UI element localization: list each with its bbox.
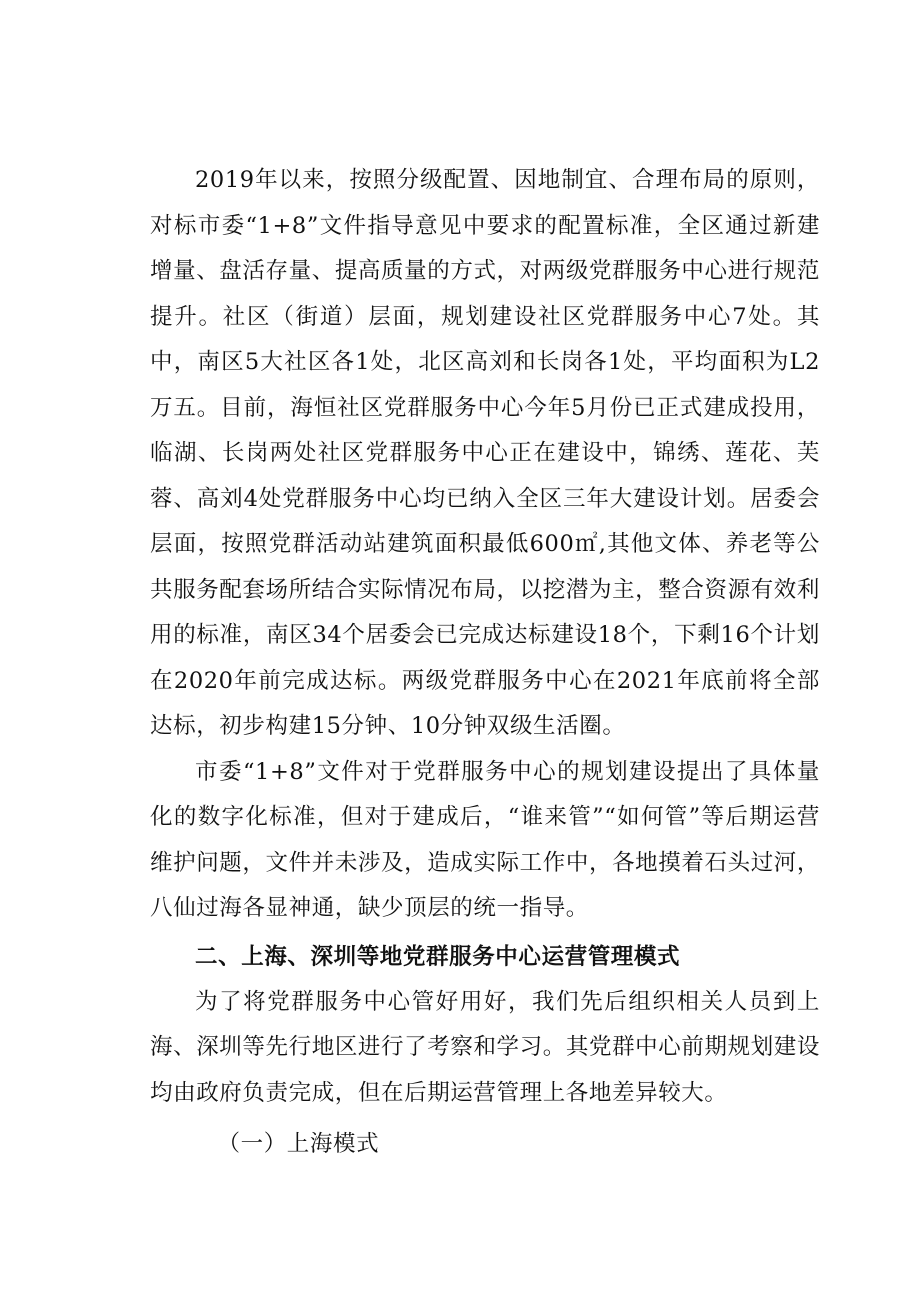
paragraph-operation-issues: 市委“1+8”文件对于党群服务中心的规划建设提出了具体量化的数字化标准，但对于建成后，“谁来管”“如何管”等后期运营维护问题，文件并未涉及，造成实际工作中，各地摸着石头过河，八仙过海各显神通，缺少顶层的统一指导。 <box>150 758 820 921</box>
paragraph-construction-progress: 2019年以来，按照分级配置、因地制宜、合理布局的原则，对标市委“1+8”文件指导意见中要求的配置标准，全区通过新建增量、盘活存量、提高质量的方式，对两级党群服务中心进行规范提升。社区（街道）层面，规划建设社区党群服务中心7处。其中，南区5大社区各1处，北区高刘和长岗各1处，平均面积为L2万五。目前，海恒社区党群服务中心今年5月份已正式建成投用，临湖、长岗两处社区党群服务中心正在建设中，锦绣、莲花、芙蓉、高刘4处党群服务中心均已纳入全区三年大建设计划。居委会层面，按照党群活动站建筑面积最低600㎡,其他文体、养老等公共服务配套场所结合实际情况布局，以挖潜为主，整合资源有效利用的标准，南区34个居委会已完成达标建设18个，下剩16个计划在2020年前完成达标。两级党群服务中心在2021年底前将全部达标，初步构建15分钟、10分钟双级生活圈。 <box>150 167 820 739</box>
subsection-heading: （一）上海模式 <box>217 1131 380 1157</box>
section-heading: 二、上海、深圳等地党群服务中心运营管理模式 <box>195 943 681 970</box>
document-body <box>150 158 820 1168</box>
paragraph-section-intro: 为了将党群服务中心管好用好，我们先后组织相关人员到上海、深圳等先行地区进行了考察和学习。其党群中心前期规划建设均由政府负责完成，但在后期运营管理上各地差异较大。 <box>150 988 820 1106</box>
